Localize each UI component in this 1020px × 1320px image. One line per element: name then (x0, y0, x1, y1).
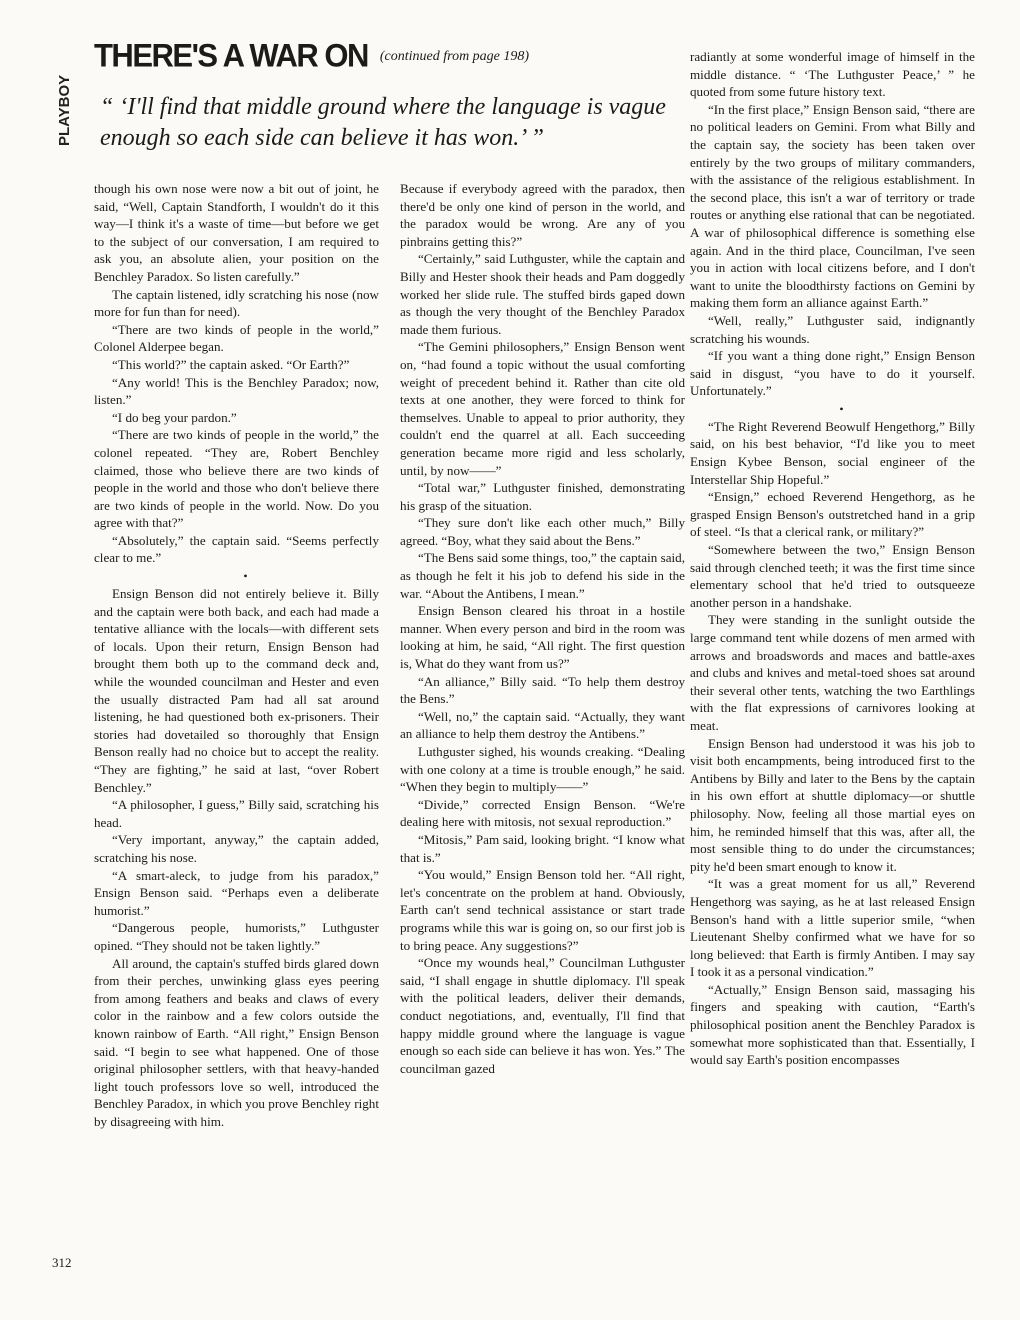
paragraph: “Well, really,” Luthguster said, indignantly scratching his wounds. (690, 312, 975, 346)
paragraph: Luthguster sighed, his wounds creaking. “Dealing with one colony at a time is trouble enough,” he said. “When they begin to multiply——” (400, 744, 685, 795)
paragraph: Ensign Benson had understood it was his job to visit both encampments, being introduced first to the Antibens by Billy and later to the Bens by the captain in his own effort at shuttle diplomacy—or shuttle philosophy. Now, feeling all those martial eyes on him, he reminded himself that this was, after all, the most sensible thing to do under the circumstances; pity he'd been smart enough to know it. (690, 735, 975, 874)
page-number: 312 (52, 1255, 72, 1270)
headline (94, 38, 684, 78)
paragraph: “In the first place,” Ensign Benson said, “there are no political leaders on Gemini. From what Billy and the captain say, the society has been taken over entirely by the two groups of military commanders, with the assistance of the religious establishment. In the second place, this isn't a war of territory or trade routes or anything else rational that can be negotiated. A war of philosophical difference is something else again. And in the third place, Councilman, I've seen you in action with local citizens before, and I don't want to unite the bloodthirsty factions on Gemini by making them form an alliance against Earth.” (690, 101, 975, 311)
paragraph: “This world?” the captain asked. “Or Earth?” (112, 356, 350, 372)
paragraph: “There are two kinds of people in the world,” the colonel repeated. “They are, Robert Benchley claimed, those who believe there are two kinds of people in the world and those who don't believe there are two kinds of people in the world. Now. Do you agree with that?” (94, 427, 379, 531)
paragraph: Ensign Benson cleared his throat in a hostile manner. When every person and bird in the room was looking at him, he said, “All right. The first question is, What do they want from us?” (400, 603, 685, 672)
paragraph: “Absolutely,” the captain said. “Seems perfectly clear to me.” (94, 532, 379, 566)
text-column-3 (690, 48, 975, 1069)
paragraph: “Once my wounds heal,” Councilman Luthguster said, “I shall engage in shuttle diplomacy. I'll speak with the political leaders, deliver their demands, conduct negotiations, and, eventually, I'll find that happy middle ground where the language is vague enough so each side can believe it has won. Yes.” The councilman gazed (400, 955, 685, 1076)
paragraph: Because if everybody agreed with the paradox, then there'd be only one kind of person in the world, and the paradox would be wrong. Are any of you pinbrains getting this?” (400, 181, 685, 249)
paragraph: “You would,” Ensign Benson told her. “All right, let's concentrate on the problem at hand. Obviously, Earth can't send technical assistance or start trade programs while this war is going on, so our first job is to bring peace. Any suggestions?” (400, 867, 685, 953)
paragraph: All around, the captain's stuffed birds glared down from their perches, unwinking glass eyes peering from among feathers and beaks and claws of every color in the rainbow and a few colors outside the known rainbow of Earth. “All right,” Ensign Benson said. “I begin to see what happened. One of those original philosopher settlers, with that heavy-handed light touch professors love so well, introduced the Benchley Paradox, in which you prove Benchley right by disagreeing with him. (94, 955, 379, 1129)
paragraph: “Ensign,” echoed Reverend Hengethorg, as he grasped Ensign Benson's outstretched hand in a grip of steel. “Is that a clerical rank, or military?” (690, 489, 975, 540)
paragraph: radiantly at some wonderful image of himself in the middle distance. “ ‘The Luthguster Peace,’ ” he quoted from some future history text. (690, 49, 975, 100)
paragraph: “The Bens said some things, too,” the captain said, as though he felt it his job to defend his side in the war. “About the Antibens, I mean.” (400, 550, 685, 601)
paragraph: “Certainly,” said Luthguster, while the captain and Billy and Hester shook their heads and Pam doggedly worked her slide rule. The stuffed birds gaped down as though the very thought of the Benchley Paradox made them furious. (400, 251, 685, 337)
paragraph: They were standing in the sunlight outside the large command tent while dozens of men armed with arrows and broadswords and maces and battle-axes and clubs and knives and metal-toed shoes sat around their several other tents, watching the two Earthlings with the flat expressions of carnivores looking at meat. (690, 612, 975, 733)
paragraph: Ensign Benson did not entirely believe it. Billy and the captain were both back, and each had made a tentative alliance with the locals—with different sets of locals. Upon their return, Ensign Benson had brought them both up to the command deck and, while the wounded councilman and Hester and even the usually distracted Pam had all sat around listening, he had questioned both ex-prisoners. Their stories had dovetailed so thoroughly that Ensign Benson really had no choice but to accept the reality. “They are fighting,” he said at last, “over Robert Benchley.” (94, 586, 379, 795)
text-column-1 (94, 180, 379, 1130)
section-break: • (839, 401, 844, 416)
text-column-2 (400, 180, 685, 1077)
paragraph: “Well, no,” the captain said. “Actually, they want an alliance to help them destroy the Antibens.” (400, 708, 685, 742)
continued-note: (continued from page 198) (379, 49, 530, 64)
pull-quote: “ ‘I'll find that middle ground where the language is vague enough so each side can believe it has won.’ ” (100, 94, 666, 151)
paragraph: “There are two kinds of people in the world,” Colonel Alderpee began. (94, 321, 379, 355)
paragraph: “Total war,” Luthguster finished, demonstrating his grasp of the situation. (400, 480, 685, 513)
paragraph: “Actually,” Ensign Benson said, massaging his fingers and speaking with caution, “Earth's philosophical position anent the Benchley Paradox is somewhat more sophisticated than that. Essentially, I would say Earth's position encompasses (690, 981, 975, 1068)
section-break: • (243, 569, 248, 584)
paragraph: “Somewhere between the two,” Ensign Benson said through clenched teeth; it was the first time since elementary school that he'd tried to outsqueeze another person in a handshake. (690, 542, 975, 610)
paragraph: “Any world! This is the Benchley Paradox; now, listen.” (94, 374, 379, 408)
paragraph: “A smart-aleck, to judge from his paradox,” Ensign Benson said. “Perhaps even a deliberate humorist.” (94, 867, 379, 918)
magazine-name: PLAYBOY (56, 74, 73, 146)
paragraph: “Mitosis,” Pam said, looking bright. “I know what that is.” (400, 831, 685, 865)
article-title: THERE'S A WAR ON (94, 37, 368, 74)
paragraph: “If you want a thing done right,” Ensign Benson said in disgust, “you have to do it yourself. Unfortunately.” (690, 348, 975, 399)
paragraph: “They sure don't like each other much,” Billy agreed. “Boy, what they said about the Bens.” (400, 515, 685, 548)
paragraph: though his own nose were now a bit out of joint, he said, “Well, Captain Standforth, I wouldn't do it this way—I think it's a waste of time—but before we get to the subject of our conversation, I am required to ask you, an absolute alien, your position on the Benchley Paradox. So listen carefully.” (94, 181, 379, 284)
paragraph: The captain listened, idly scratching his nose (now more for fun than for need). (94, 286, 379, 320)
paragraph: “The Gemini philosophers,” Ensign Benson went on, “had found a topic without the usual comforting weight of precedent behind it. Rather than cite old texts at one another, they were forced to think for themselves. Unable to appeal to prior authority, they couldn't end the quarrel at all. Each succeeding generation became more rigid and less scholarly, until, by now——” (400, 339, 685, 478)
paragraph: “I do beg your pardon.” (112, 409, 237, 425)
paragraph: “Divide,” corrected Ensign Benson. “We're dealing here with mitosis, not sexual reproduction.” (400, 796, 685, 830)
paragraph: “A philosopher, I guess,” Billy said, scratching his head. (94, 797, 379, 830)
paragraph: “It was a great moment for us all,” Reverend Hengethorg was saying, as he at last released Ensign Benson's hand with a little superior smile, “when Lieutenant Shelby confirmed what we have for so long believed: that Earth is firmly Antiben. I may say I took it as a personal vindication.” (690, 876, 975, 980)
paragraph: “The Right Reverend Beowulf Hengethorg,” Billy said, on his best behavior, “I'd like you to meet Ensign Kybee Benson, social engineer of the Interstellar Ship Hopeful.” (690, 418, 975, 487)
paragraph: “Dangerous people, humorists,” Luthguster opined. “They should not be taken lightly.” (94, 920, 379, 953)
paragraph: “An alliance,” Billy said. “To help them destroy the Bens.” (400, 673, 685, 707)
paragraph: “Very important, anyway,” the captain added, scratching his nose. (94, 832, 379, 865)
